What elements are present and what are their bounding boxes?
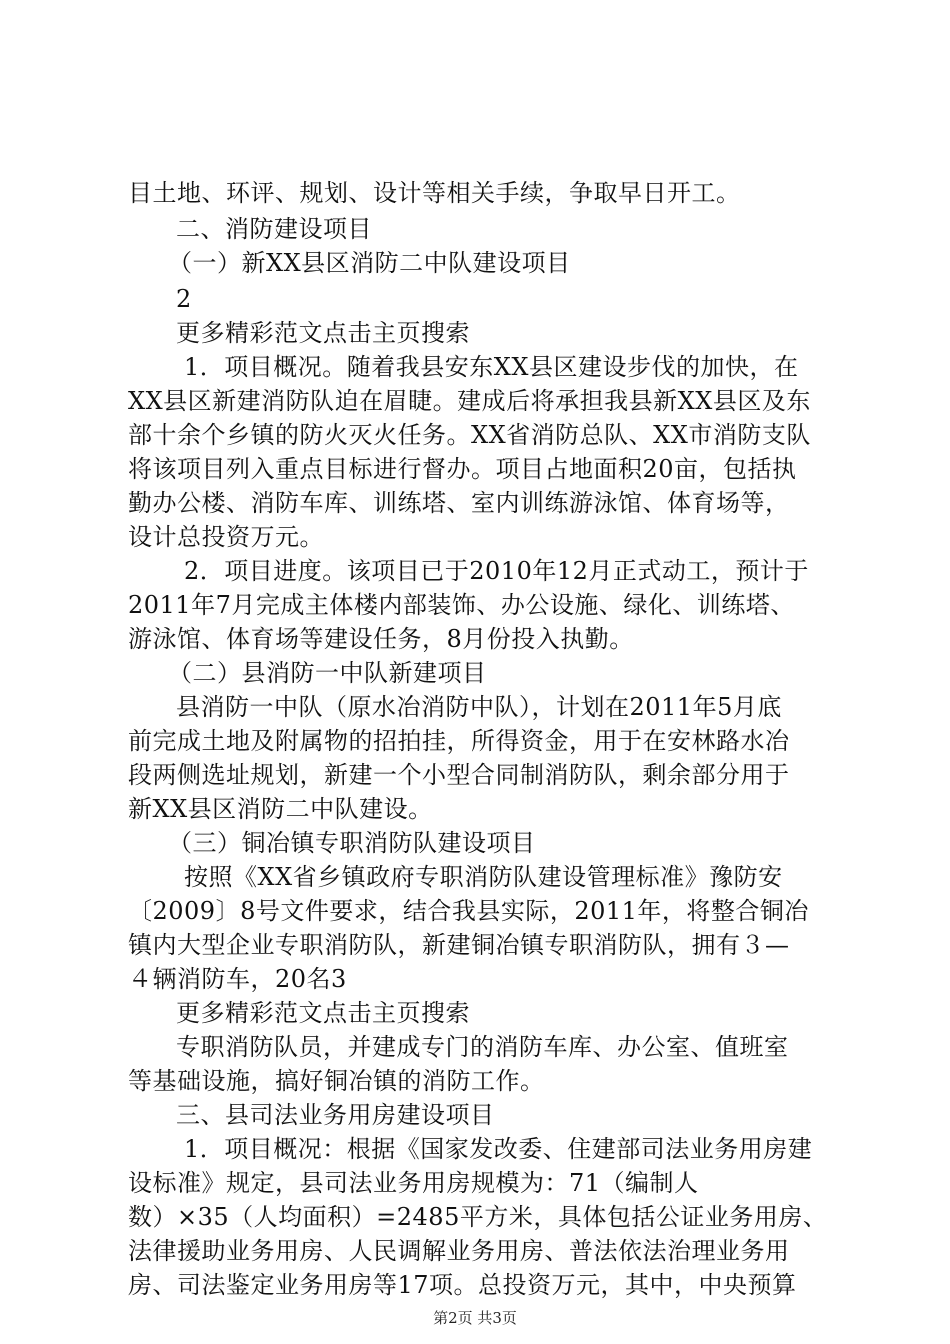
text-line: 专职消防队员，并建成专门的消防车库、办公室、值班室 — [176, 1033, 789, 1061]
page-marker: 2 — [176, 285, 192, 313]
text-line: 2．项目进度。该项目已于2010年12月正式动工，预计于 — [184, 557, 809, 585]
subsection-heading: （二）县消防一中队新建项目 — [168, 659, 487, 687]
subsection-heading: （一）新XX县区消防二中队建设项目 — [168, 249, 571, 277]
text-line: 1．项目概况：根据《国家发改委、住建部司法业务用房建 — [184, 1135, 813, 1163]
text-line: XX县区新建消防队迫在眉睫。建成后将承担我县新XX县区及东 — [128, 387, 811, 415]
page-footer — [0, 1308, 950, 1328]
text-line: 2011年7月完成主体楼内部装饰、办公设施、绿化、训练塔、 — [128, 591, 795, 619]
text-line: 前完成土地及附属物的招拍挂，所得资金，用于在安林路水冶 — [128, 727, 790, 755]
text-line: 目土地、环评、规划、设计等相关手续，争取早日开工。 — [128, 179, 741, 207]
promo-text: 更多精彩范文点击主页搜索 — [176, 319, 470, 347]
text-line: 部十余个乡镇的防火灭火任务。XX省消防总队、XX市消防支队 — [128, 421, 811, 449]
text-line: 法律援助业务用房、人民调解业务用房、普法依法治理业务用 — [128, 1237, 790, 1265]
section-heading: 二、消防建设项目 — [176, 215, 372, 243]
text-line: 等基础设施，搞好铜冶镇的消防工作。 — [128, 1067, 545, 1095]
text-line: 镇内大型企业专职消防队，新建铜冶镇专职消防队，拥有３— — [128, 931, 790, 959]
text-line: 新XX县区消防二中队建设。 — [128, 795, 433, 823]
text-line: 设计总投资万元。 — [128, 523, 324, 551]
text-line: ４辆消防车，20名3 — [128, 965, 347, 993]
page-number: 第2页 共3页 — [433, 1309, 517, 1327]
promo-text: 更多精彩范文点击主页搜索 — [176, 999, 470, 1027]
text-line: 按照《XX省乡镇政府专职消防队建设管理标准》豫防安 — [184, 863, 783, 891]
text-line: 1．项目概况。随着我县安东XX县区建设步伐的加快，在 — [184, 353, 799, 381]
text-line: 设标准》规定，县司法业务用房规模为：71（编制人 — [128, 1169, 699, 1197]
text-line: 〔2009〕8号文件要求，结合我县实际，2011年，将整合铜冶 — [128, 897, 809, 925]
text-line: 数）×35（人均面积）=2485平方米，具体包括公证业务用房、 — [128, 1203, 828, 1231]
section-heading: 三、县司法业务用房建设项目 — [176, 1101, 495, 1129]
subsection-heading: （三）铜冶镇专职消防队建设项目 — [168, 829, 536, 857]
text-line: 游泳馆、体育场等建设任务，8月份投入执勤。 — [128, 625, 634, 653]
text-line: 将该项目列入重点目标进行督办。项目占地面积20亩，包括执 — [128, 455, 797, 483]
text-line: 房、司法鉴定业务用房等17项。总投资万元，其中，中央预算 — [128, 1271, 797, 1299]
text-line: 县消防一中队（原水冶消防中队），计划在2011年5月底 — [176, 693, 782, 721]
text-line: 勤办公楼、消防车库、训练塔、室内训练游泳馆、体育场等， — [128, 489, 790, 517]
text-line: 段两侧选址规划，新建一个小型合同制消防队，剩余部分用于 — [128, 761, 790, 789]
